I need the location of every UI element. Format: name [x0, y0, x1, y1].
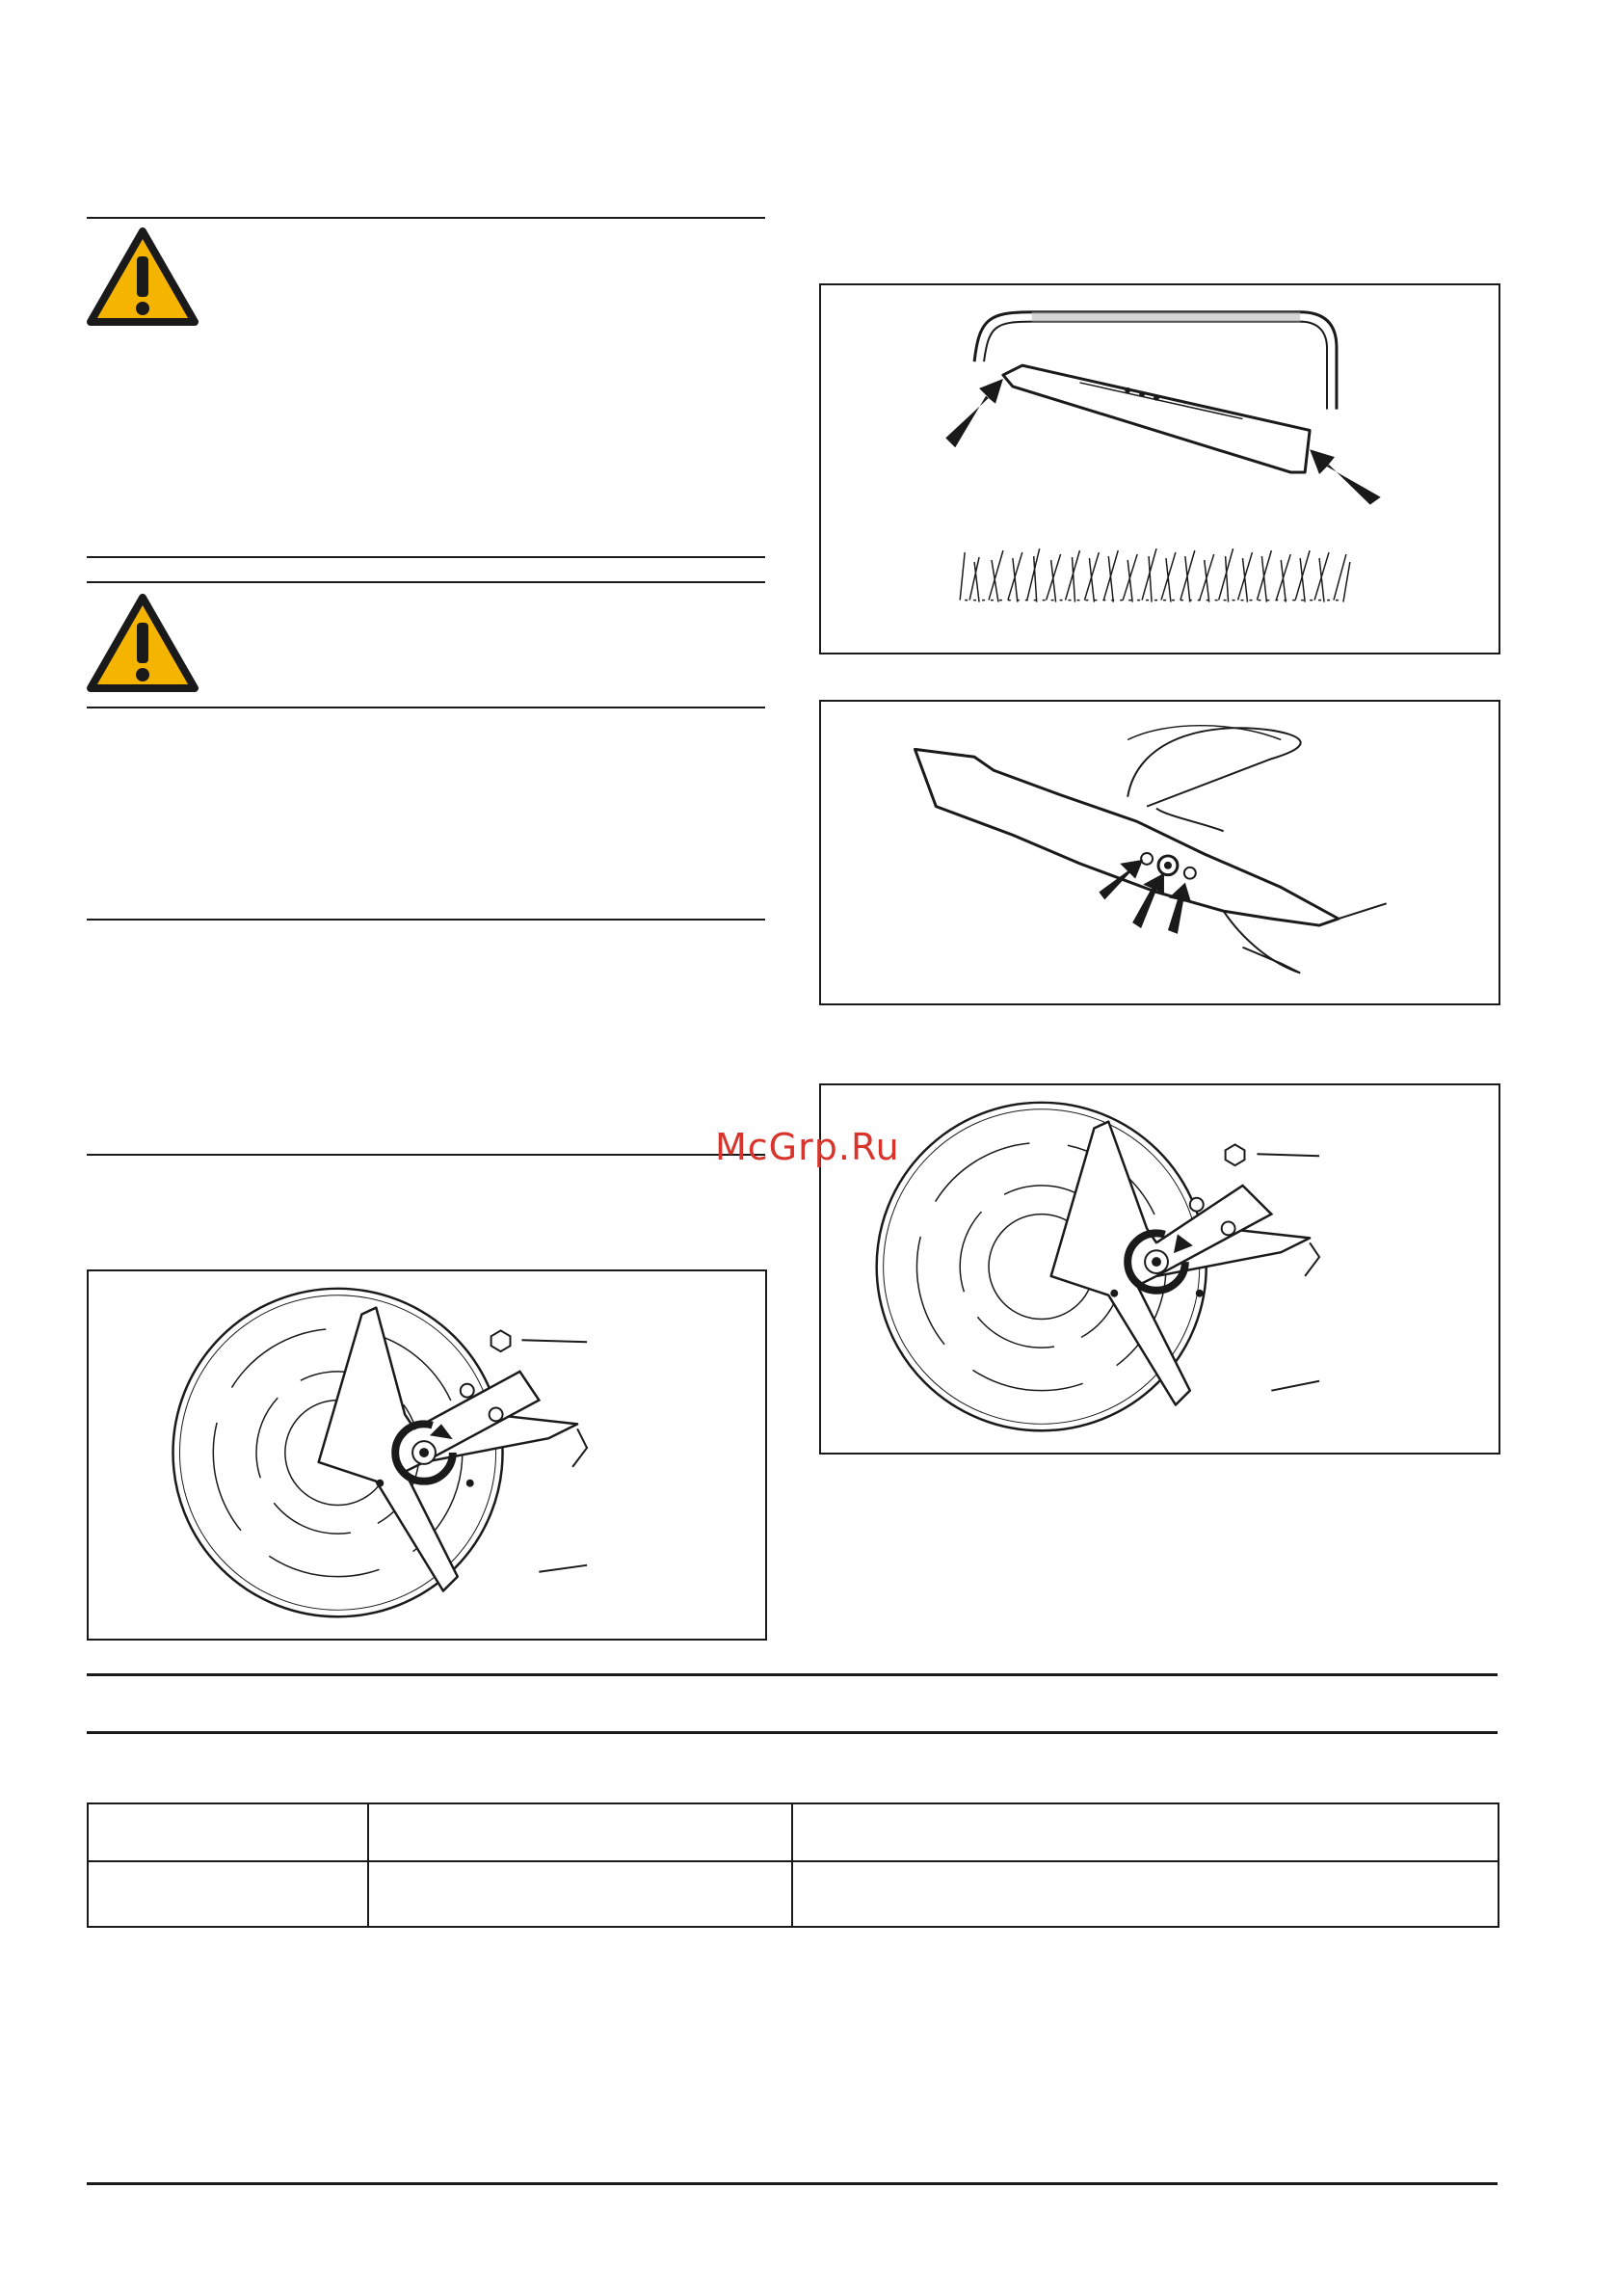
table-cell [368, 1861, 792, 1927]
section-rule-7 [87, 1673, 1498, 1676]
blade-under-deck-illustration [819, 283, 1500, 654]
blade-rotation-left-illustration [87, 1269, 767, 1641]
section-rule-6 [87, 1154, 765, 1156]
section-rule-8 [87, 1731, 1498, 1734]
table-cell [368, 1803, 792, 1861]
section-rule-1 [87, 217, 765, 219]
watermark-text: McGrp.Ru [715, 1126, 900, 1168]
spec-table [87, 1802, 1499, 1928]
table-cell [792, 1803, 1499, 1861]
section-rule-5 [87, 919, 765, 921]
section-rule-3 [87, 581, 765, 583]
table-row [88, 1861, 1499, 1927]
section-rule-2 [87, 556, 765, 558]
footer-rule [87, 2182, 1498, 2185]
table-cell [88, 1861, 368, 1927]
table-cell [88, 1803, 368, 1861]
table-cell [792, 1861, 1499, 1927]
section-rule-4 [87, 707, 765, 708]
blade-rotation-right-illustration [819, 1083, 1500, 1455]
table-row [88, 1803, 1499, 1861]
blade-bolt-holes-illustration [819, 700, 1500, 1005]
warning-triangle-icon [87, 227, 199, 328]
warning-triangle-icon [87, 594, 199, 694]
